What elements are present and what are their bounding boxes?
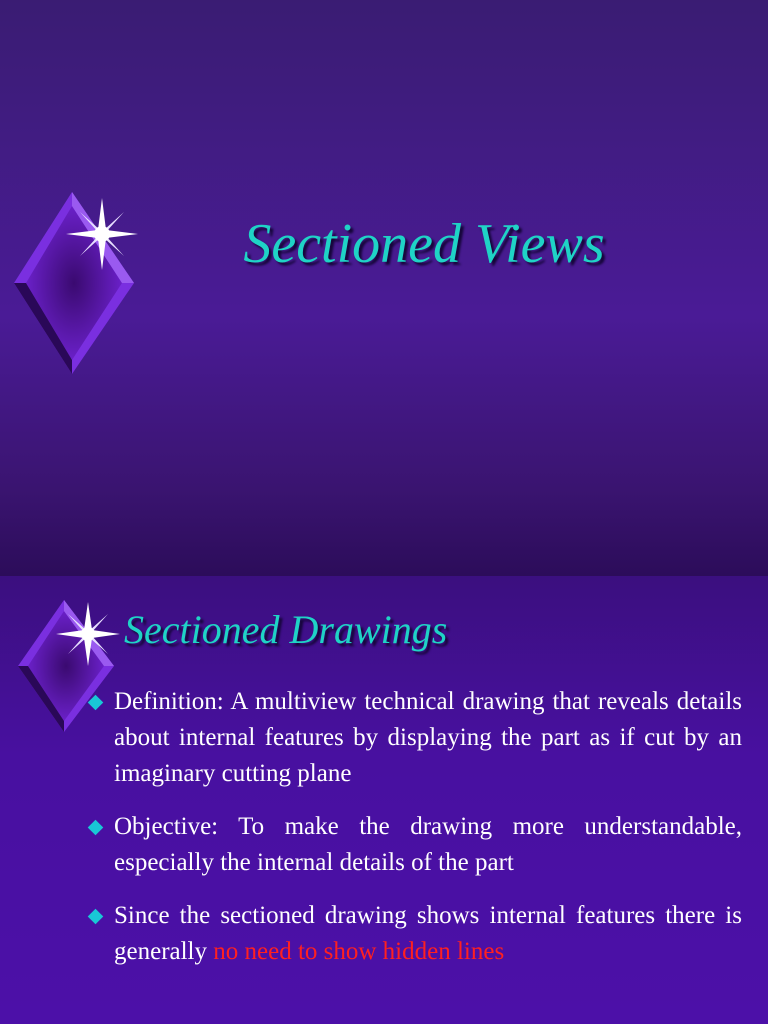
bullet-definition xyxy=(88,684,742,792)
bullet-diamond-icon xyxy=(88,820,104,836)
slide-title: Sectioned Views xyxy=(243,213,605,275)
bullet-list xyxy=(88,684,742,987)
bullet-diamond-icon xyxy=(88,909,104,925)
bullet-text: Since the sectioned drawing shows internal features there is generally xyxy=(114,902,742,965)
bullet-objective xyxy=(88,809,742,881)
bullet-text: Objective: To make the drawing more understandable, especially the internal details of the part xyxy=(114,813,742,876)
highlighted-text: no need to show hidden lines xyxy=(213,938,505,965)
slide-heading: Sectioned Drawings xyxy=(124,607,448,652)
bullet-hidden-lines xyxy=(88,898,742,970)
bullet-diamond-icon xyxy=(88,695,104,711)
bullet-text: Definition: A multiview technical drawing that reveals details about internal features by displaying the part as if cut by an imaginary cutting plane xyxy=(114,688,742,787)
